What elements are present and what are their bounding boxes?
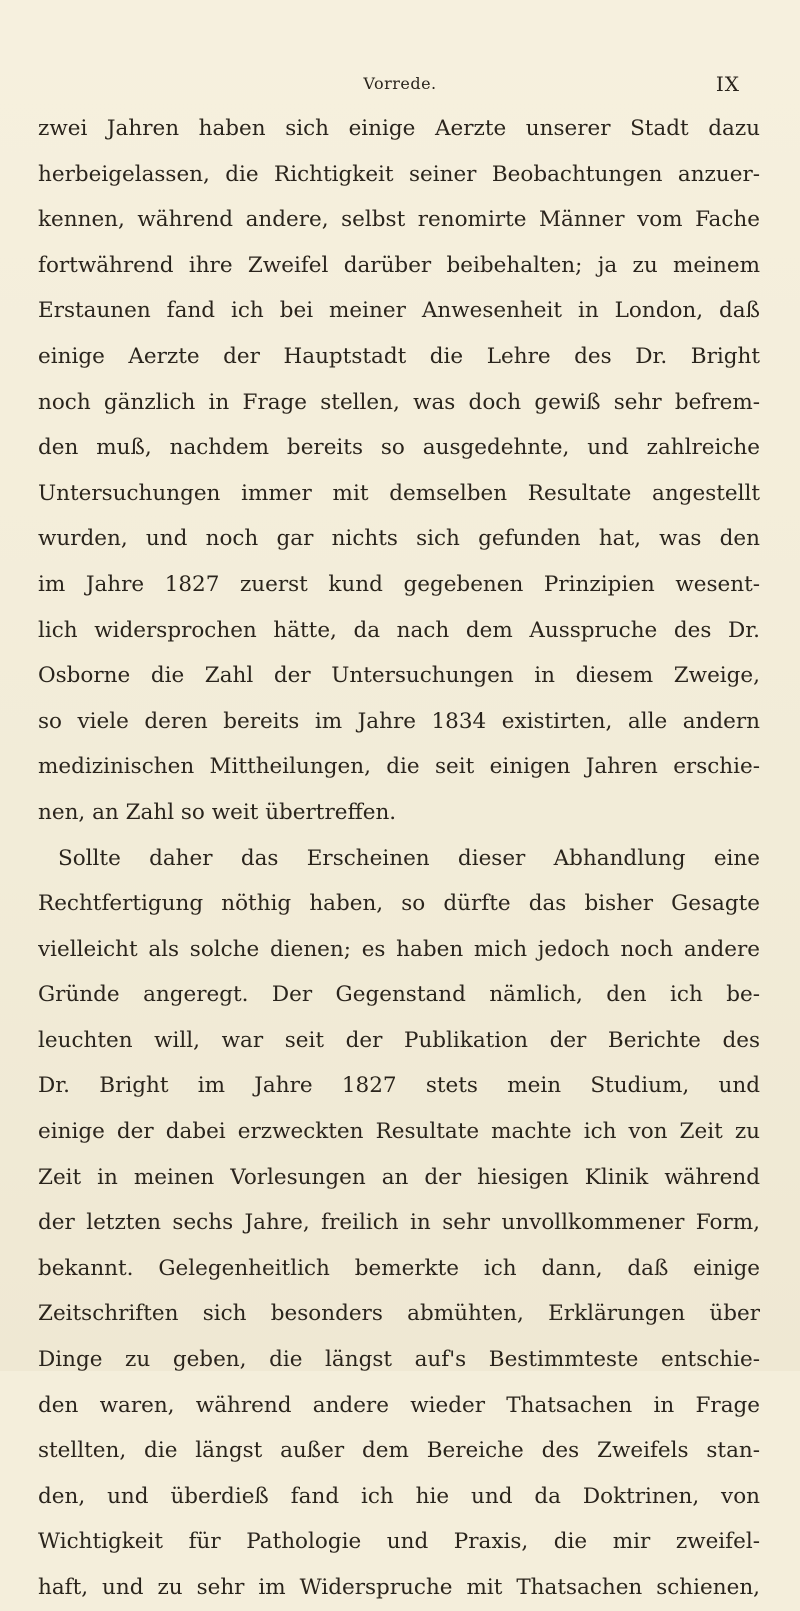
text-line: Dinge zu geben, die längst auf's Bestimmteste entschie- — [38, 1347, 760, 1373]
text-line: einige Aerzte der Hauptstadt die Lehre des Dr. Bright — [38, 343, 760, 369]
text-line: medizinischen Mittheilungen, die seit einigen Jahren erschie- — [38, 754, 760, 780]
text-line: nen, an Zahl so weit übertreffen. — [38, 799, 397, 825]
text-line: Wichtigkeit für Pathologie und Praxis, die mir zweifel- — [38, 1529, 760, 1555]
page-header — [0, 72, 800, 108]
text-line: zwei Jahren haben sich einige Aerzte unserer Stadt dazu — [38, 116, 760, 141]
text-line: Zeit in meinen Vorlesungen an der hiesigen Klinik während — [38, 1164, 760, 1190]
text-line: wurden, und noch gar nichts sich gefunden hat, was den — [38, 526, 760, 552]
text-line: den waren, während andere wieder Thatsachen in Frage — [38, 1392, 760, 1418]
text-line: Osborne die Zahl der Untersuchungen in diesem Zweige, — [38, 663, 760, 689]
text-line: Zeitschriften sich besonders abmühten, Erklärungen über — [38, 1301, 760, 1327]
text-line: Rechtfertigung nöthig haben, so dürfte das bisher Gesagte — [38, 891, 760, 917]
text-line: so viele deren bereits im Jahre 1834 existirten, alle andern — [38, 708, 760, 734]
text-line: Erstaunen fand ich bei meiner Anwesenheit in London, daß — [38, 298, 760, 324]
text-line: im Jahre 1827 zuerst kund gegebenen Prinzipien wesent- — [38, 571, 760, 597]
text-line: bekannt. Gelegenheitlich bemerkte ich dann, daß einige — [38, 1255, 760, 1281]
text-line: kennen, während andere, selbst renomirte Männer vom Fache — [38, 207, 760, 233]
text-line: stellten, die längst außer dem Bereiche des Zweifels stan- — [38, 1438, 760, 1464]
text-line: leuchten will, war seit der Publikation der Berichte des — [38, 1027, 760, 1053]
text-line: Sollte daher das Erscheinen dieser Abhandlung eine — [58, 845, 760, 871]
text-line: Untersuchungen immer mit demselben Resultate angestellt — [38, 480, 760, 506]
text-line: fortwährend ihre Zweifel darüber beibehalten; ja zu meinem — [38, 252, 760, 278]
page-number: IX — [715, 72, 740, 96]
text-line: herbeigelassen, die Richtigkeit seiner Beobachtungen anzuer- — [38, 161, 760, 187]
text-line: Dr. Bright im Jahre 1827 stets mein Studium, und — [38, 1073, 760, 1099]
text-line: noch gänzlich in Frage stellen, was doch gewiß sehr befrem- — [38, 389, 760, 415]
text-line: Gründe angeregt. Der Gegenstand nämlich, den ich be- — [38, 982, 760, 1008]
running-head: Vorrede. — [363, 74, 437, 93]
body-text — [38, 106, 760, 1611]
text-line: den muß, nachdem bereits so ausgedehnte, und zahlreiche — [38, 435, 760, 461]
text-line: den, und überdieß fand ich hie und da Doktrinen, von — [38, 1483, 760, 1509]
text-line: haft, und zu sehr im Widerspruche mit Thatsachen schienen, — [38, 1575, 760, 1600]
text-line: vielleicht als solche dienen; es haben mich jedoch noch andere — [38, 936, 760, 962]
text-line: der letzten sechs Jahre, freilich in sehr unvollkommener Form, — [38, 1210, 760, 1236]
text-line: einige der dabei erzweckten Resultate machte ich von Zeit zu — [38, 1119, 760, 1145]
text-line: lich widersprochen hätte, da nach dem Ausspruche des Dr. — [38, 617, 760, 643]
